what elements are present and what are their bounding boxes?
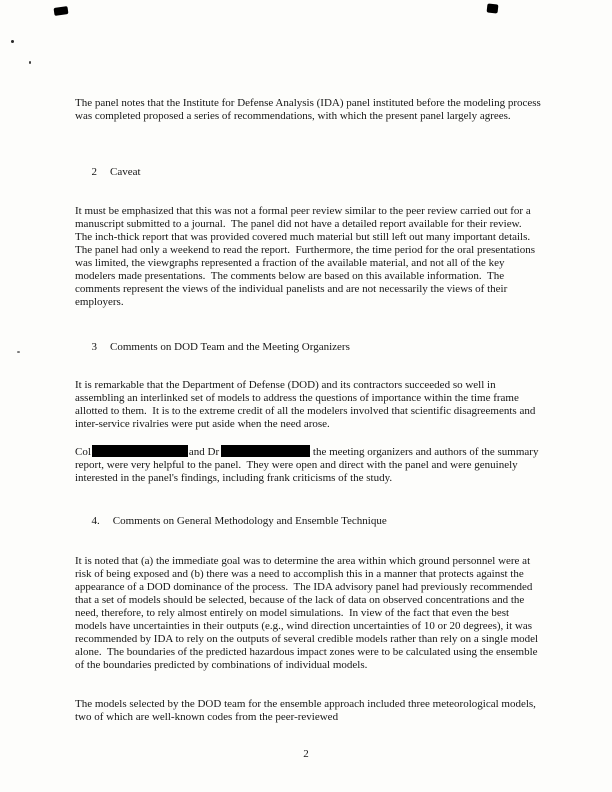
section-title: Caveat — [110, 166, 141, 178]
redaction-bar — [92, 445, 188, 457]
page-number: 2 — [303, 748, 309, 760]
redacted-paragraph-text: Col — [75, 446, 91, 458]
redacted-paragraph-text: and Dr — [188, 446, 220, 458]
section-number: 3 — [91, 341, 97, 353]
paragraph-models-selected: The models selected by the DOD team for the ensemble approach included three meteorological models, two of which are well-known codes from the peer-reviewed — [75, 698, 539, 723]
scan-artifact-top-right — [487, 3, 499, 13]
scan-speck — [11, 40, 14, 43]
paragraph-dod-team: It is remarkable that the Department of Defense (DOD) and its contractors succeeded so well in assembling an interlinked set of models to address the questions of importance within the time frame allotted to them. It is to the extreme credit of all the modelers involved that scientific disagreements and inter-service rivalries were put aside when the need arose. — [75, 379, 539, 430]
paragraph-intro: The panel notes that the Institute for Defense Analysis (IDA) panel instituted before the modeling process was completed proposed a series of recommendations, with which the present panel largely agrees. — [75, 97, 544, 122]
redacted-paragraph-text: the meeting organizers and authors of the summary report, were very helpful to the panel. They were open and direct with the panel and were genuinely interested in the panel's findings, including frank criticisms of the study. — [75, 446, 542, 484]
section-number: 4. — [91, 515, 100, 527]
section-heading-methodology — [75, 502, 542, 541]
paragraph-caveat: It must be emphasized that this was not a formal peer review similar to the peer review carried out for a manuscript submitted to a journal. The panel did not have a detailed report available for their review. The inch-thick report that was provided covered much material but still left out many important details. The panel had only a weekend to read the report. Furthermore, the time period for the oral presentations was limited, the viewgraphs represented a fraction of the available material, and not all of the key modelers made presentations. The comments below are based on this available information. The comments represent the views of the individual panelists and are not necessarily the views of their employers. — [75, 205, 538, 308]
scan-artifact-top-left — [54, 6, 69, 16]
scan-speck — [17, 351, 20, 353]
paragraph-redacted-names — [75, 445, 542, 485]
redaction-bar — [221, 445, 310, 457]
section-title: Comments on General Methodology and Ensemble Technique — [112, 515, 387, 527]
paragraph-methodology: It is noted that (a) the immediate goal was to determine the area within which ground personnel were at risk of being exposed and (b) there was a need to accomplish this in a manner that protects against the appearance of a DOD dominance of the process. The IDA advisory panel had previously recommended that a set of models should be selected, because of the lack of data on observed concentrations and the need, therefore, to rely almost entirely on model simulations. In view of the fact that even the best models have uncertainties in their outputs (e.g., wind direction uncertainties of 10 or 20 degrees), it was recommended by IDA to rely on the outputs of several credible models rather than rely on a single model alone. The boundaries of the predicted hazardous impact zones were to be calculated using the ensemble of the boundaries predicted by combinations of individual models. — [75, 555, 541, 671]
section-number: 2 — [91, 166, 97, 178]
section-title: Comments on DOD Team and the Meeting Organizers — [110, 341, 350, 353]
scan-speck — [29, 61, 31, 64]
document-body — [75, 97, 542, 724]
section-heading-dod-team — [75, 328, 542, 367]
section-heading-caveat — [75, 153, 542, 192]
